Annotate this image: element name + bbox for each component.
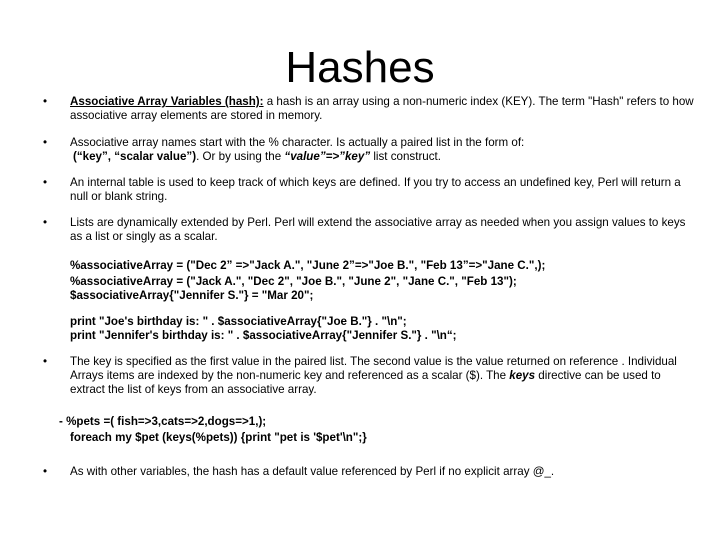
bullet-dot: • [43, 355, 48, 368]
slide-body [36, 95, 696, 479]
bullet-item [36, 136, 696, 150]
pets-code-line: - %pets =( fish=>3,cats=>2,dogs=>1,); [59, 415, 267, 428]
code-line: $associativeArray{"Jennifer S."} = "Mar 20"; [70, 289, 314, 302]
bullet-dot: • [43, 465, 48, 478]
code-line: %associativeArray = ("Dec 2” =>"Jack A.", "June 2”=>"Joe B.", "Feb 13”=>"Jane C.",); [70, 259, 546, 272]
bullet-dot: • [43, 136, 48, 149]
bullet-text: Lists are dynamically extended by Perl. Perl will extend the associative array as needed when you assign values to keys as a list or singly as a scalar. [70, 216, 686, 243]
code-line: print "Joe's birthday is: " . $associativeArray{"Joe B."} . "\n"; [70, 315, 407, 328]
bullet-item [36, 465, 696, 479]
keys-keyword: keys [509, 369, 536, 382]
continuation-text-end: list construct. [370, 150, 441, 163]
bullet-dot: • [43, 176, 48, 189]
arrow-construct-text: “value”=>”key” [284, 150, 371, 163]
bullet-text: As with other variables, the hash has a default value referenced by Perl if no explicit array @_. [70, 465, 555, 478]
continuation-text: . Or by using the [196, 150, 285, 163]
bullet-text: The key is specified as the first value in the paired list. The second value is the value returned on reference . Individual Arrays items are indexed by the non-numeric key and referenced as a scalar ($). The [70, 355, 677, 382]
code-line: %associativeArray = ("Jack A.", "Dec 2", "Joe B.", "June 2", "Jane C.", "Feb 13"); [70, 275, 517, 288]
bullet-text-end: directive can be used to extract the list of keys from an associative array. [70, 369, 661, 396]
bullet-continuation [36, 150, 696, 164]
bullet-text: Associative array names start with the % character. Is actually a paired list in the form of: [70, 136, 525, 149]
bullet-text: An internal table is used to keep track of which keys are defined. If you try to access an undefined key, Perl will return a null or blank string. [70, 176, 681, 203]
bullet-text: a hash is an array using a non-numeric index (KEY). The term "Hash" refers to how associative array elements are stored in memory. [70, 95, 694, 122]
bullet-dot: • [43, 216, 48, 229]
bullet-item [36, 355, 696, 397]
bullet-item [36, 95, 696, 123]
slide-title: Hashes [285, 43, 435, 92]
bullet-item [36, 176, 696, 204]
bullet-lead: Associative Array Variables (hash): [70, 95, 264, 108]
bullet-dot: • [43, 95, 48, 108]
code-line: print "Jennifer's birthday is: " . $associativeArray{"Jennifer S."} . "\n“; [70, 329, 457, 342]
key-value-pair-text: (“key”, “scalar value”) [73, 150, 197, 163]
bullet-item [36, 216, 696, 244]
pets-code-line: foreach my $pet (keys(%pets)) {print "pet is '$pet'\n";} [70, 431, 367, 444]
